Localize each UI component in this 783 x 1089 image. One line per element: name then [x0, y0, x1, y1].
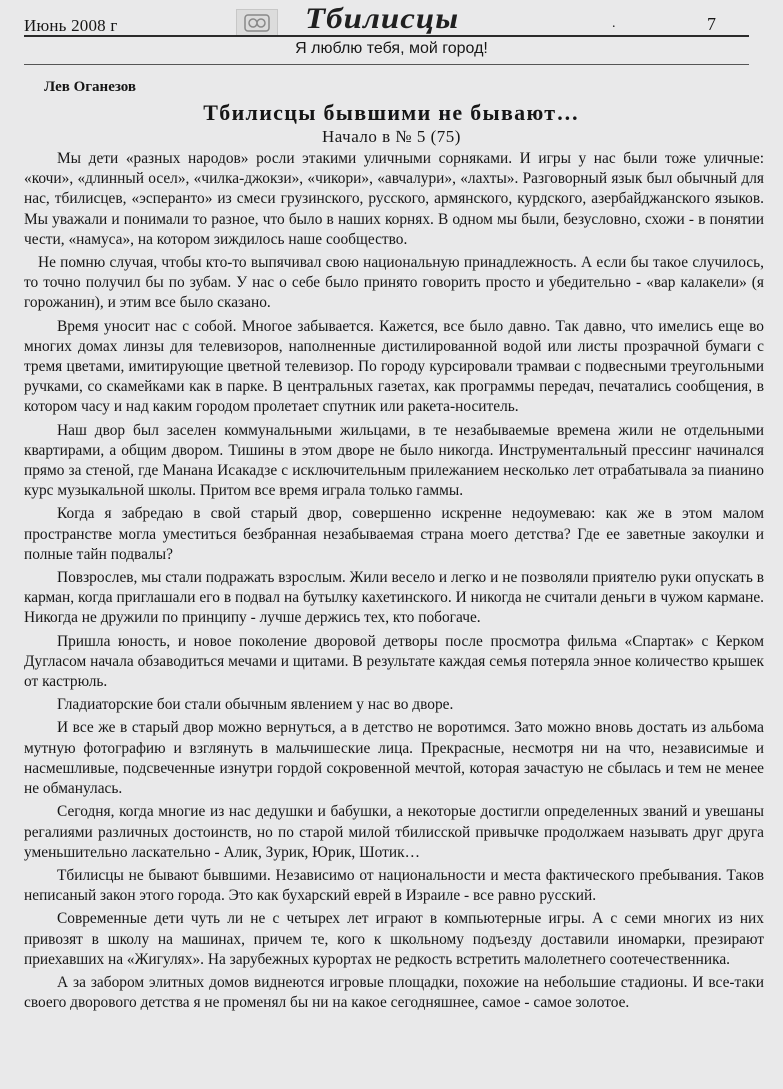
- motto: Я люблю тебя, мой город!: [295, 40, 488, 57]
- newspaper-logo: Тбилисцы: [305, 2, 460, 36]
- paragraph: Мы дети «разных народов» росли этакими уличными сорняками. И игры у нас были тоже уличные: «кочи», «длинный осел», «чилка-джокзи», «чикори», «авчалури», «лахты». Разговорный язык был обычный для нас, тбилисцев, «эсперанто» из смеси грузинского, русского, армянского, курдского, азербайджанского языков. Мы уважали и понимали то разное, что было в наших корнях. В одном мы были, безусловно, схожи - в понятии чести, «намуса», на котором зиждилось наше сообщество.: [24, 150, 764, 248]
- paragraph: Гладиаторские бои стали обычным явлением у нас во дворе.: [57, 696, 454, 714]
- paragraph: Не помню случая, чтобы кто-то выпячивал свою национальную принадлежность. А если бы такое случилось, то точно получил бы по зубам. У нас о себе было принято говорить просто и убедительно - «вар калакели» (я горожанин), и этим все было сказано.: [24, 254, 764, 312]
- paragraph: Сегодня, когда многие из нас дедушки и бабушки, а некоторые достигли определенных званий и увешаны регалиями различных достоинств, но по старой милой тбилисской привычке продолжаем называть друг друга уменьшительно ласкательно - Алик, Зурик, Юрик, Шотик…: [24, 803, 764, 861]
- paragraph: Пришла юность, и новое поколение дворовой детворы после просмотра фильма «Спартак» с Керком Дугласом начала обзаводиться мечами и щитами. В результате каждая семья потеряла энное количество крышек от кастрюль.: [24, 632, 764, 691]
- article-author: Лев Оганезов: [44, 79, 137, 95]
- emblem-icon: [236, 9, 278, 37]
- page-number: 7: [707, 14, 716, 34]
- issue-date: Июнь 2008 г: [24, 16, 118, 35]
- article-title: Тбилисцы бывшими не бывают…: [203, 100, 580, 125]
- paragraph: Современные дети чуть ли не с четырех лет играют в компьютерные игры. А с семи многих из них привозят в школу на машинах, причем те, кого к школьному подъезду доставили иномарки, презирают приехавших на «Жигулях». На зарубежных курортах не редкость встретить малолетнего соотечественника.: [24, 910, 764, 968]
- paragraph: Когда я забредаю в свой старый двор, совершенно искренне недоумеваю: как же в этом малом пространстве могла уместиться безбранная незабываемая страна моего детства? Где ее заветные закоулки и полные тайн подвалы?: [24, 505, 764, 563]
- header-dots: .: [612, 16, 616, 31]
- paragraph: А за забором элитных домов виднеются игровые площадки, похожие на небольшие стадионы. И все-таки своего дворового детства я не променял бы ни на какое сегодняшнее, самое - самое золотое.: [24, 973, 764, 1012]
- paragraph: И все же в старый двор можно вернуться, а в детство не воротимся. Зато можно вновь достать из альбома мутную фотографию и взглянуть в мальчишеские лица. Прекрасные, несмотря ни на что, независимые и насмешливые, подсвеченные изнутри гордой сокровенной мечтой, которая зачастую не сбылась и тем не менее не обманулась.: [24, 719, 764, 798]
- masthead: [0, 0, 783, 70]
- paragraph: Тбилисцы не бывают бывшими. Независимо от национальности и места фактического пребывания. Таков неписаный закон этого города. Это как бухарский еврей в Израиле - все равно русский.: [24, 866, 764, 905]
- article-body: [24, 149, 764, 1016]
- article-continuation-note: Начало в № 5 (75): [322, 127, 461, 146]
- paragraph: Наш двор был заселен коммунальными жильцами, в те незабываемые времена жили не отдельными квартирами, а общим двором. Тишины в этом дворе не было никогда. Инструментальный прессинг начинался прямо за стеной, где Манана Исакадзе с исключительным прилежанием несколько лет отрабатывала за пианино курс музыкальной школы. Притом все время играла только гаммы.: [24, 421, 764, 500]
- paragraph: Повзрослев, мы стали подражать взрослым. Жили весело и легко и не позволяли приятелю руки опускать в карман, когда приглашали его в подвал на бутылку кахетинского. И никогда не считали деньги в чужом кармане. Никогда не дружили по принципу - лучше держись тех, кто побогаче.: [24, 569, 764, 627]
- paragraph: Время уносит нас с собой. Многое забывается. Кажется, все было давно. Так давно, что имелись еще во многих домах линзы для телевизоров, наполненные дистилированной водой или листы прозрачной бумаги с тремя цветами, имитирующие цветной телевизор. По городу курсировали трамваи с подвесными треугольными ручками, со скамейками как в парке. В центральных газетах, как программы передач, печатались сообщения, в котором часу и над каким городом пролетает спутник или ракета-носитель.: [24, 317, 764, 416]
- header-divider: [24, 35, 749, 37]
- motto-divider: [24, 64, 749, 65]
